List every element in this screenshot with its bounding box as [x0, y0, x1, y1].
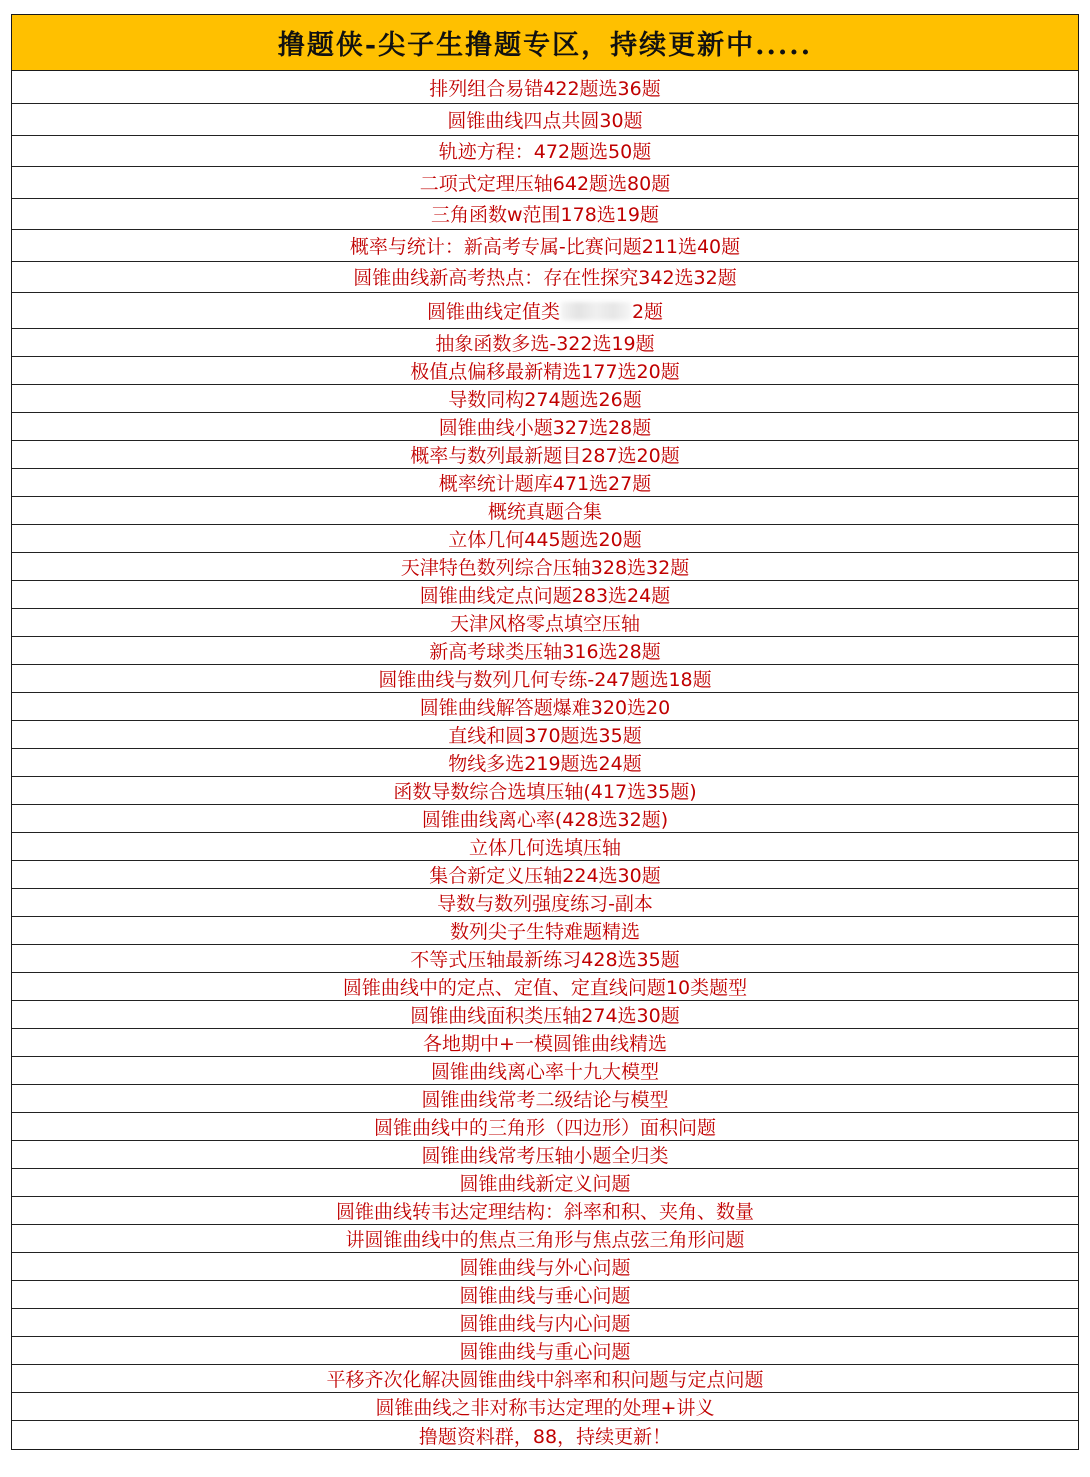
list-item — [12, 973, 1078, 1001]
list-item-label: 天津特色数列综合压轴328选32题 — [400, 557, 690, 579]
list-item — [12, 199, 1078, 231]
list-item — [12, 1141, 1078, 1169]
list-item-label: 圆锥曲线中的三角形（四边形）面积问题 — [373, 1117, 716, 1139]
list-item-label: 新高考球类压轴316选28题 — [429, 641, 661, 663]
list-item — [12, 1365, 1078, 1393]
list-item — [12, 441, 1078, 469]
list-item — [12, 167, 1078, 199]
list-item — [12, 1337, 1078, 1365]
list-item-label: 圆锥曲线新高考热点：存在性探究342选32题 — [353, 267, 737, 290]
list-item-label: 圆锥曲线定值类 — [426, 301, 560, 323]
list-item-label: 圆锥曲线常考压轴小题全归类 — [421, 1145, 669, 1167]
list-item — [12, 805, 1078, 833]
list-item — [12, 1421, 1078, 1449]
list-item-label: 函数导数综合选填压轴(417选35题) — [393, 781, 697, 803]
list-item-label: 平移齐次化解决圆锥曲线中斜率和积问题与定点问题 — [326, 1369, 764, 1391]
list-item — [12, 357, 1078, 385]
list-item — [12, 553, 1078, 581]
list-item — [12, 1309, 1078, 1337]
list-item — [12, 665, 1078, 693]
list-item-label: 抽象函数多选-322选19题 — [435, 333, 655, 355]
list-item — [12, 413, 1078, 441]
page-title: 撸题侠-尖子生撸题专区，持续更新中..... — [277, 30, 813, 61]
list-item-label: 导数同构274题选26题 — [448, 389, 642, 411]
list-item-label: 轨迹方程：472题选50题 — [438, 141, 652, 164]
list-item-label: 集合新定义压轴224选30题 — [429, 865, 661, 887]
list-item-label: 圆锥曲线四点共圆30题 — [447, 109, 643, 132]
list-item-label: 圆锥曲线新定义问题 — [459, 1173, 631, 1195]
list-item-label: 圆锥曲线与外心问题 — [459, 1257, 631, 1279]
list-item — [12, 385, 1078, 413]
list-item — [12, 721, 1078, 749]
list-item-label: 撸题资料群，88，持续更新！ — [418, 1425, 672, 1448]
list-item — [12, 1253, 1078, 1281]
list-item — [12, 230, 1078, 262]
list-item-label: 二项式定理压轴642题选80题 — [419, 172, 671, 195]
list-item — [12, 777, 1078, 805]
list-item — [12, 497, 1078, 525]
list-item — [12, 861, 1078, 889]
list-item-label: 各地期中+一模圆锥曲线精选 — [423, 1033, 667, 1055]
list-item — [12, 889, 1078, 917]
list-item-label: 概率统计题库471选27题 — [438, 473, 652, 495]
list-item-label: 排列组合易错422题选36题 — [429, 77, 661, 100]
list-item — [12, 262, 1078, 294]
list-item — [12, 469, 1078, 497]
list-item — [12, 293, 1078, 329]
list-item — [12, 1281, 1078, 1309]
list-item — [12, 1029, 1078, 1057]
redacted-text — [561, 302, 631, 320]
list-item — [12, 71, 1078, 104]
list-item — [12, 1085, 1078, 1113]
list-item-label: 概统真题合集 — [487, 501, 602, 523]
list-item-label: 圆锥曲线面积类压轴274选30题 — [410, 1005, 680, 1027]
list-item — [12, 525, 1078, 553]
list-item-label: 圆锥曲线转韦达定理结构：斜率和积、夹角、数量 — [335, 1201, 754, 1223]
list-item-label: 导数与数列强度练习-副本 — [437, 893, 653, 915]
list-item — [12, 1001, 1078, 1029]
list-item — [12, 917, 1078, 945]
document-table — [11, 14, 1079, 1450]
list-item-label: 立体几何选填压轴 — [468, 837, 621, 859]
list-item — [12, 1197, 1078, 1225]
list-item-label: 极值点偏移最新精选177选20题 — [410, 361, 680, 383]
list-item-label: 不等式压轴最新练习428选35题 — [410, 949, 680, 971]
list-item — [12, 136, 1078, 168]
list-item — [12, 1169, 1078, 1197]
list-item-label: 圆锥曲线小题327选28题 — [438, 417, 652, 439]
list-item-label: 圆锥曲线之非对称韦达定理的处理+讲义 — [375, 1397, 715, 1419]
list-item-label: 圆锥曲线与重心问题 — [459, 1341, 631, 1363]
list-item-label: 圆锥曲线常考二级结论与模型 — [421, 1089, 669, 1111]
list-item-label: 天津风格零点填空压轴 — [449, 613, 640, 635]
list-item-label-suffix: 2题 — [631, 301, 664, 323]
item-list — [12, 71, 1078, 1449]
list-item — [12, 1225, 1078, 1253]
list-item-label: 圆锥曲线中的定点、定值、定直线问题10类题型 — [342, 977, 748, 999]
list-item-label: 概率与统计：新高考专属-比赛问题211选40题 — [349, 235, 741, 258]
list-item — [12, 693, 1078, 721]
list-item-label: 三角函数w范围178选19题 — [431, 204, 659, 227]
list-item — [12, 1113, 1078, 1141]
list-item-label: 圆锥曲线与数列几何专练-247题选18题 — [378, 669, 712, 691]
list-item-label: 概率与数列最新题目287选20题 — [410, 445, 680, 467]
list-item-label: 数列尖子生特难题精选 — [449, 921, 640, 943]
list-item-label: 物线多选219题选24题 — [448, 753, 642, 775]
list-item — [12, 1057, 1078, 1085]
list-item-label: 圆锥曲线与内心问题 — [459, 1313, 631, 1335]
list-item — [12, 749, 1078, 777]
list-item — [12, 833, 1078, 861]
list-item-label: 立体几何445题选20题 — [448, 529, 642, 551]
list-item — [12, 1393, 1078, 1421]
list-item — [12, 609, 1078, 637]
list-item — [12, 637, 1078, 665]
list-item-label: 圆锥曲线离心率十九大模型 — [430, 1061, 659, 1083]
list-item-label: 直线和圆370题选35题 — [448, 725, 642, 747]
list-item-label: 圆锥曲线定点问题283选24题 — [419, 585, 671, 607]
list-item — [12, 104, 1078, 136]
header-banner — [12, 15, 1078, 71]
list-item-label: 讲圆锥曲线中的焦点三角形与焦点弦三角形问题 — [345, 1229, 745, 1251]
list-item-label: 圆锥曲线与垂心问题 — [459, 1285, 631, 1307]
list-item — [12, 581, 1078, 609]
list-item-label: 圆锥曲线解答题爆难320选20 — [419, 697, 671, 719]
list-item-label: 圆锥曲线离心率(428选32题) — [421, 809, 669, 831]
list-item — [12, 329, 1078, 357]
list-item — [12, 945, 1078, 973]
